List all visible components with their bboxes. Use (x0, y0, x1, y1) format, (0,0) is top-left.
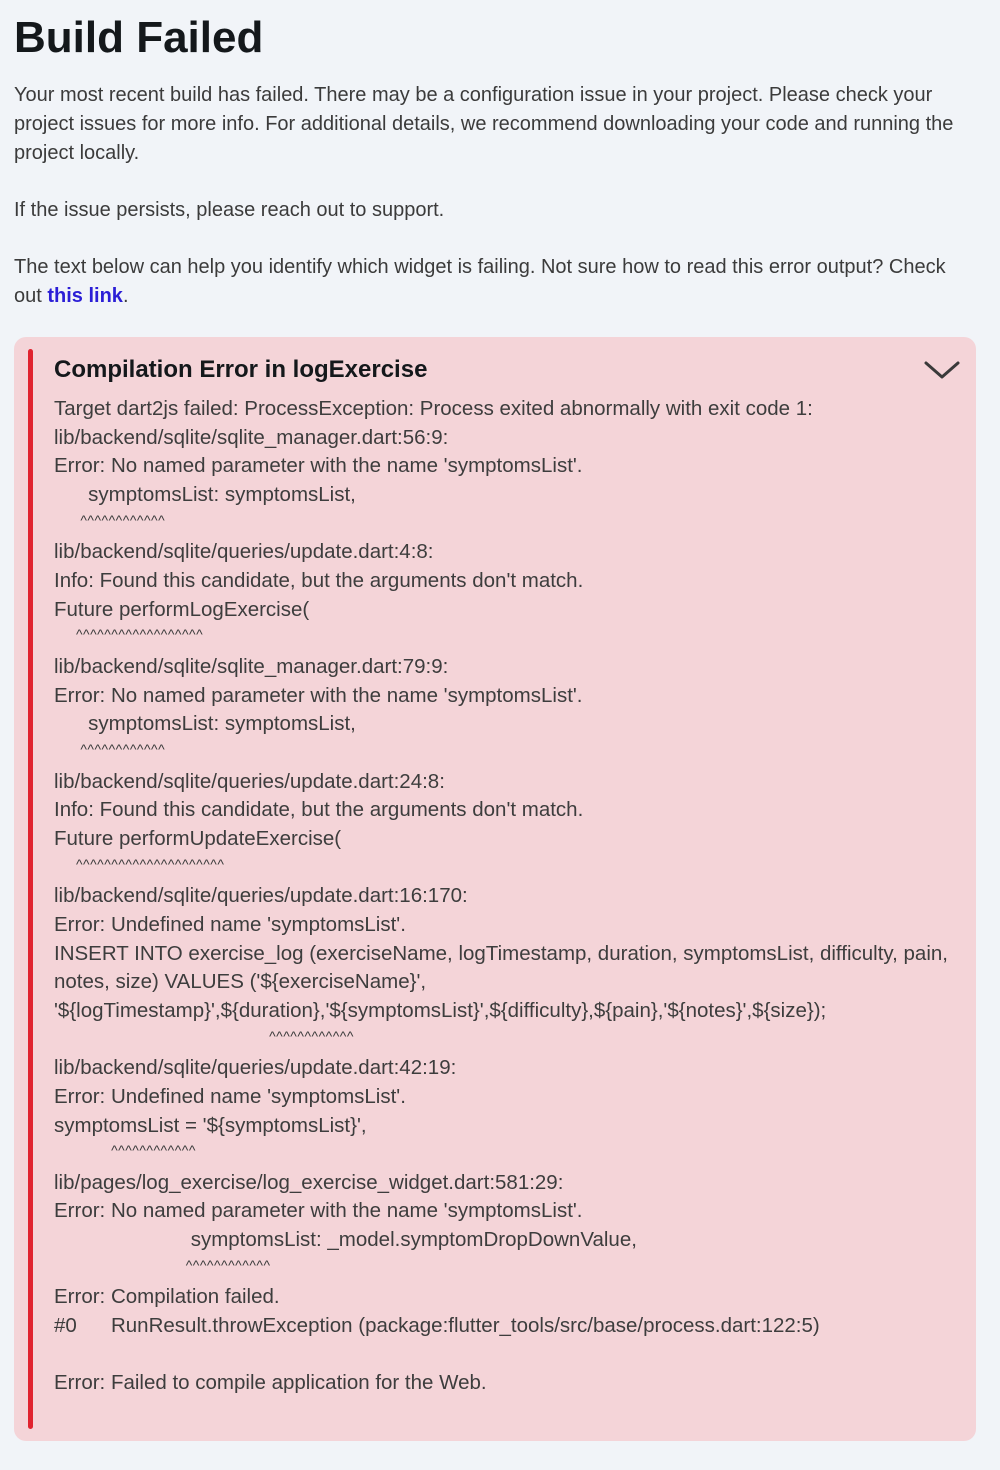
intro-paragraph-3-end: . (122, 285, 129, 307)
error-line: Error: No named parameter with the name 'symptomsList'. (54, 1199, 583, 1223)
error-block (54, 395, 959, 538)
error-line: lib/backend/sqlite/queries/update.dart:42:19: (54, 1056, 457, 1080)
error-block (54, 1369, 959, 1398)
intro-text (14, 81, 974, 339)
error-caret-marker: ^^^^^^^^^^^^ (54, 1142, 196, 1159)
error-line: symptomsList: symptomsList, (54, 712, 356, 736)
error-caret-marker: ^^^^^^^^^^^^ (54, 741, 166, 758)
error-line: Error: No named parameter with the name 'symptomsList'. (54, 454, 583, 478)
error-line: Info: Found this candidate, but the arguments don't match. (54, 798, 584, 822)
error-line: lib/backend/sqlite/queries/update.dart:4:8: (54, 540, 434, 564)
error-line: lib/backend/sqlite/sqlite_manager.dart:56:9: (54, 425, 449, 449)
error-line: Future performUpdateExercise( (54, 826, 342, 850)
error-block (54, 538, 959, 653)
error-line: Target dart2js failed: ProcessException: Process exited abnormally with exit code 1: (54, 397, 813, 420)
help-link[interactable]: this link (47, 285, 123, 307)
intro-paragraph-3 (14, 253, 974, 311)
error-line: Error: No named parameter with the name 'symptomsList'. (54, 683, 583, 707)
error-block (54, 1054, 959, 1169)
error-line: lib/pages/log_exercise/log_exercise_widget.dart:581:29: (54, 1170, 564, 1194)
error-line-wrapped: INSERT INTO exercise_log (exerciseName, logTimestamp, duration, symptomsList, difficulty, pain, notes, size) VALUES ('${exerciseName}', '${logTimestamp}',${duration},'${symptomsList}',${difficulty},${pain},'${notes}',${size}); (54, 941, 948, 1022)
error-line: lib/backend/sqlite/queries/update.dart:16:170: (54, 884, 468, 908)
error-title: Compilation Error in logExercise (54, 356, 428, 383)
chevron-down-icon[interactable] (922, 355, 962, 385)
error-card (14, 337, 976, 1441)
error-line: Future performLogExercise( (54, 597, 310, 621)
error-line: symptomsList: _model.symptomDropDownValue, (54, 1228, 637, 1252)
error-line: lib/backend/sqlite/sqlite_manager.dart:79:9: (54, 654, 449, 678)
page-title: Build Failed (14, 13, 264, 62)
error-block (54, 653, 959, 768)
error-caret-marker: ^^^^^^^^^^^^ (54, 511, 166, 528)
error-block (54, 882, 959, 1054)
error-caret-marker: ^^^^^^^^^^^^ (54, 1256, 271, 1273)
error-line: #0 RunResult.throwException (package:flutter_tools/src/base/process.dart:122:5) (54, 1314, 820, 1338)
error-caret-marker: ^^^^^^^^^^^^^^^^^^^^^ (54, 855, 225, 872)
error-output (54, 395, 959, 1398)
error-line: Error: Compilation failed. (54, 1285, 280, 1309)
error-line: Info: Found this candidate, but the arguments don't match. (54, 569, 584, 593)
error-line: Error: Undefined name 'symptomsList'. (54, 1084, 406, 1108)
error-line: Error: Failed to compile application for the Web. (54, 1371, 487, 1395)
intro-paragraph-3-text: The text below can help you identify which widget is failing. Not sure how to read this error output? Check out (14, 256, 946, 307)
error-caret-marker: ^^^^^^^^^^^^ (54, 1027, 354, 1044)
error-line: Error: Undefined name 'symptomsList'. (54, 912, 406, 936)
error-block (54, 1169, 959, 1284)
error-line: lib/backend/sqlite/queries/update.dart:24:8: (54, 769, 445, 793)
error-line: symptomsList = '${symptomsList}', (54, 1113, 367, 1137)
error-caret-marker: ^^^^^^^^^^^^^^^^^^ (54, 626, 204, 643)
error-block (54, 768, 959, 883)
intro-paragraph-2: If the issue persists, please reach out to support. (14, 199, 445, 221)
chevron-down-icon-svg (922, 355, 962, 385)
error-block (54, 1283, 959, 1369)
intro-paragraph-1: Your most recent build has failed. There may be a configuration issue in your project. Please check your project issues for more info. For additional details, we recommend downloading your code and running the project locally. (14, 84, 954, 164)
error-line: symptomsList: symptomsList, (54, 483, 356, 507)
error-accent-bar (28, 349, 33, 1429)
